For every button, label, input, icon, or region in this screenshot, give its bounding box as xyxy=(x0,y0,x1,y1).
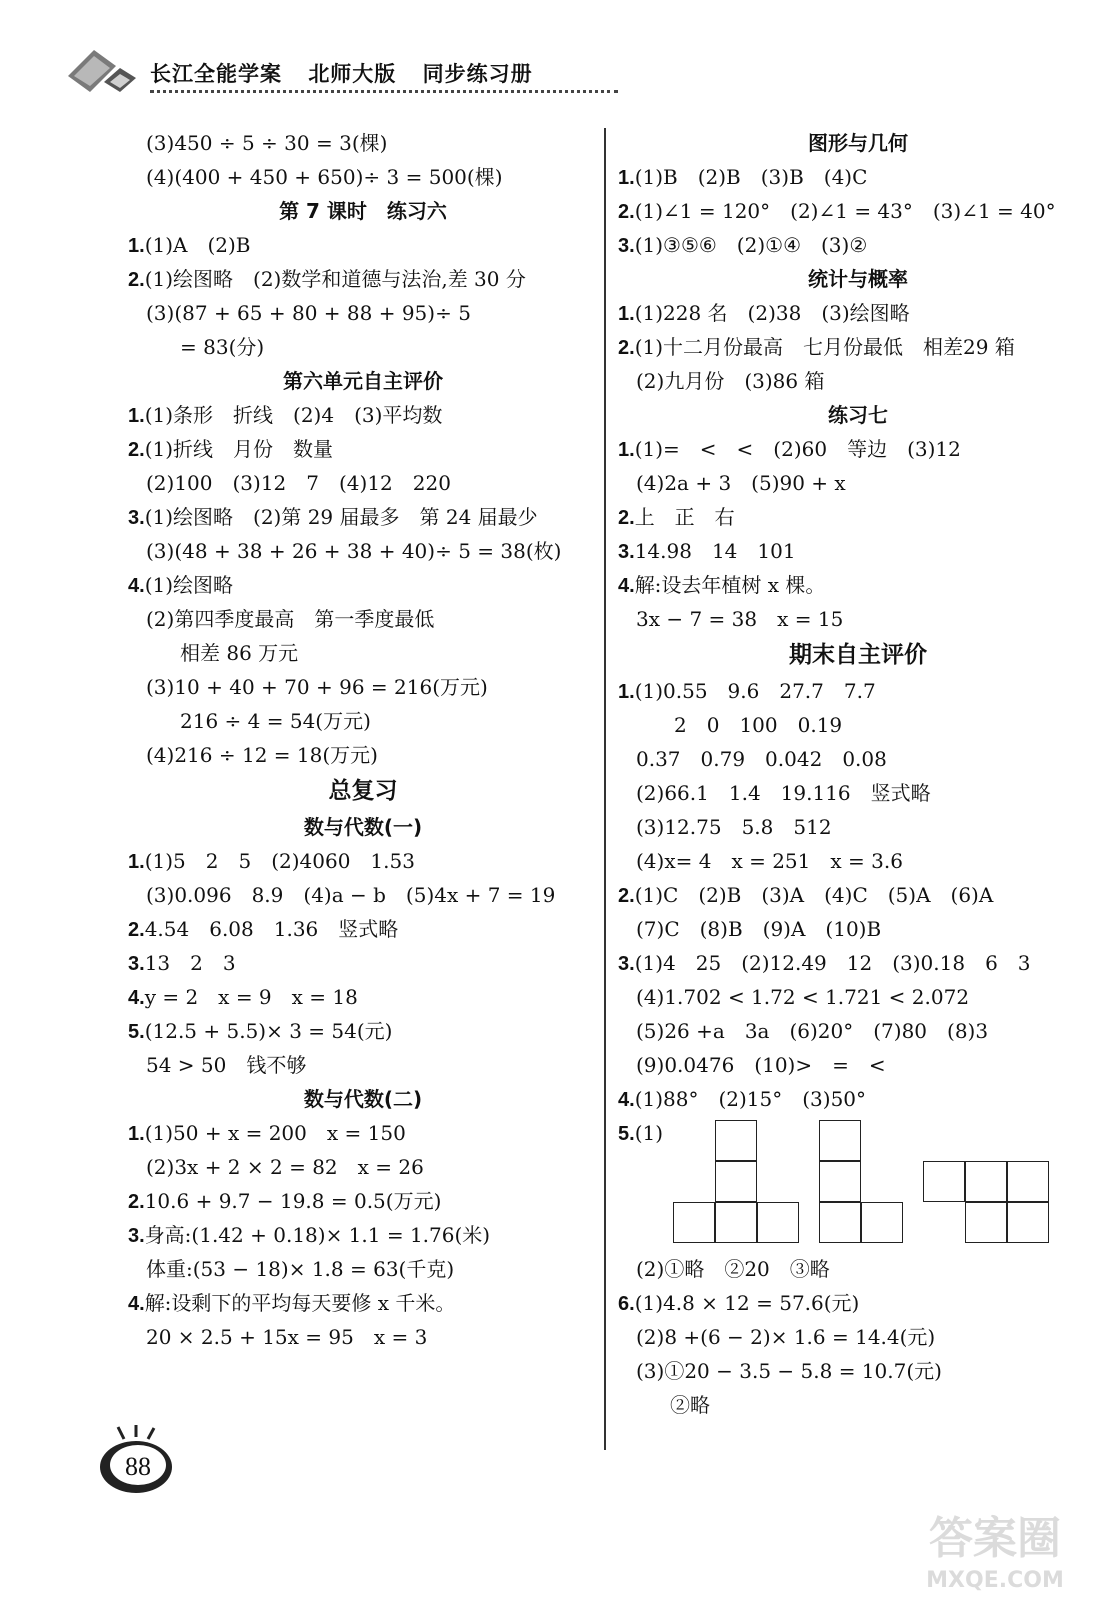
question-number: 2. xyxy=(618,885,635,907)
answer-text: (2)100 (3)12 7 (4)12 220 xyxy=(146,471,451,495)
answer-text: (9)0.0476 (10)> = < xyxy=(636,1053,886,1077)
answer-line xyxy=(128,1048,598,1082)
answer-text: (2)3x + 2 × 2 = 82 x = 26 xyxy=(146,1155,424,1179)
answer-text: (2)第四季度最高 第一季度最低 xyxy=(146,607,435,631)
answer-text: 总复习 xyxy=(328,778,398,804)
question-number: 4. xyxy=(618,575,635,597)
answer-text: (4)2a + 3 (5)90 + x xyxy=(636,471,846,495)
page-number: 88 xyxy=(125,1452,151,1481)
header-dotted-rule xyxy=(150,90,618,93)
question-number: 4. xyxy=(128,575,145,597)
answer-item xyxy=(128,398,598,432)
question-number: 3. xyxy=(618,953,635,975)
header-title-part: 长江全能学案 xyxy=(150,61,282,86)
question-number: 2. xyxy=(128,439,145,461)
answer-text: 54 > 50 钱不够 xyxy=(146,1053,307,1077)
net3-square xyxy=(923,1161,965,1202)
answer-text: 10.6 + 9.7 − 19.8 = 0.5(万元) xyxy=(144,1189,442,1213)
answer-line xyxy=(128,466,598,500)
answer-line xyxy=(618,776,1098,810)
answer-text: (2)66.1 1.4 19.116 竖式略 xyxy=(636,781,931,805)
answer-item xyxy=(618,674,1098,708)
net3-square xyxy=(965,1161,1007,1202)
answer-text: = 83(分) xyxy=(180,335,265,359)
answer-text: (1)4.8 × 12 = 57.6(元) xyxy=(634,1291,860,1315)
question-number: 1. xyxy=(128,235,145,257)
answer-line xyxy=(128,126,598,160)
answer-text: (1)条形 折线 (2)4 (3)平均数 xyxy=(144,403,443,427)
section-heading xyxy=(128,810,598,844)
question-number: 4. xyxy=(128,987,145,1009)
answer-item xyxy=(618,194,1098,228)
answer-text: (3)10 + 40 + 70 + 96 = 216(万元) xyxy=(146,675,488,699)
answer-line xyxy=(618,1388,1098,1422)
answer-text: (2)九月份 (3)86 箱 xyxy=(636,369,825,393)
answer-line xyxy=(618,708,1098,742)
answer-item xyxy=(128,500,598,534)
net3-square xyxy=(965,1202,1007,1243)
answer-text: 解:设剩下的平均每天要修 x 千米。 xyxy=(144,1291,456,1315)
answer-line xyxy=(128,738,598,772)
answer-item xyxy=(618,296,1098,330)
question-number: 1. xyxy=(128,405,145,427)
watermark-text-bottom: MXQE.COM xyxy=(926,1568,1064,1593)
header-title xyxy=(150,58,551,88)
question-number: 5. xyxy=(128,1021,145,1043)
question-number: 1. xyxy=(128,851,145,873)
answer-text: (1)0.55 9.6 27.7 7.7 xyxy=(634,679,876,703)
answer-line xyxy=(128,534,598,568)
answer-item xyxy=(128,1184,598,1218)
question-number: 4. xyxy=(618,1089,635,1111)
net3-square xyxy=(1007,1202,1049,1243)
answer-item xyxy=(618,160,1098,194)
question-number: 2. xyxy=(128,919,145,941)
answer-text: 体重:(53 − 18)× 1.8 = 63(千克) xyxy=(146,1257,455,1281)
net1-square xyxy=(715,1120,757,1161)
answer-text: 3x − 7 = 38 x = 15 xyxy=(636,607,844,631)
answer-text: ②略 xyxy=(670,1393,710,1417)
net2-square xyxy=(819,1120,861,1161)
column-divider xyxy=(604,128,606,1450)
answer-text: (4)(400 + 450 + 650)÷ 3 = 500(棵) xyxy=(146,165,503,189)
answer-item xyxy=(618,228,1098,262)
answer-text: 20 × 2.5 + 15x = 95 x = 3 xyxy=(146,1325,428,1349)
net2-square xyxy=(861,1202,903,1243)
answer-line xyxy=(128,330,598,364)
answer-text: 练习七 xyxy=(828,403,888,427)
answer-text: (7)C (8)B (9)A (10)B xyxy=(636,917,882,941)
answer-line xyxy=(128,602,598,636)
answer-text: 统计与概率 xyxy=(808,267,908,291)
answer-text: 身高:(1.42 + 0.18)× 1.1 = 1.76(米) xyxy=(144,1223,491,1247)
answer-item xyxy=(128,262,598,296)
question-number: 6. xyxy=(618,1293,635,1315)
answer-text: (1)∠1 = 120° (2)∠1 = 43° (3)∠1 = 40° xyxy=(634,199,1056,223)
answer-text: 图形与几何 xyxy=(808,131,908,155)
answer-line xyxy=(618,844,1098,878)
answer-line xyxy=(128,1320,598,1354)
answer-text: (3)①20 − 3.5 − 5.8 = 10.7(元) xyxy=(636,1359,942,1383)
question-number: 2. xyxy=(618,201,635,223)
answer-item xyxy=(618,534,1098,568)
answer-text: (4)x= 4 x = 251 x = 3.6 xyxy=(636,849,903,873)
answer-text: (2)8 +(6 − 2)× 1.6 = 14.4(元) xyxy=(636,1325,936,1349)
answer-text: 13 2 3 xyxy=(144,951,236,975)
answer-text: (4)216 ÷ 12 = 18(万元) xyxy=(146,743,378,767)
net2-square xyxy=(819,1161,861,1202)
answer-text: 数与代数(一) xyxy=(303,815,423,839)
answer-item xyxy=(618,1082,1098,1116)
net1-square xyxy=(715,1202,757,1243)
answer-text: (1)C (2)B (3)A (4)C (5)A (6)A xyxy=(634,883,994,907)
answer-item xyxy=(128,946,598,980)
book-logo-icon xyxy=(64,46,144,94)
question-number: 5. xyxy=(618,1123,635,1145)
question-number: 3. xyxy=(618,541,635,563)
net1-square xyxy=(757,1202,799,1243)
answer-text: 数与代数(二) xyxy=(303,1087,423,1111)
section-heading xyxy=(128,364,598,398)
net2-square xyxy=(819,1202,861,1243)
answer-text: 216 ÷ 4 = 54(万元) xyxy=(180,709,371,733)
answer-line xyxy=(128,1150,598,1184)
answer-item xyxy=(618,500,1098,534)
answer-text: (3)450 ÷ 5 ÷ 30 = 3(棵) xyxy=(146,131,388,155)
answer-item xyxy=(618,878,1098,912)
question-number: 2. xyxy=(128,1191,145,1213)
answer-text: (3)0.096 8.9 (4)a − b (5)4x + 7 = 19 xyxy=(146,883,556,907)
answer-text: 上 正 右 xyxy=(634,505,735,529)
header-title-part: 北师大版 xyxy=(308,61,397,86)
question-number: 2. xyxy=(618,507,635,529)
answer-line xyxy=(618,1014,1098,1048)
answer-item xyxy=(618,568,1098,602)
answer-text: 解:设去年植树 x 棵。 xyxy=(634,573,826,597)
answer-item xyxy=(128,1286,598,1320)
answer-text: (1)A (2)B xyxy=(144,233,251,257)
answer-text: 期末自主评价 xyxy=(789,642,927,668)
cube-net-figures xyxy=(618,1120,1098,1270)
question-number: 2. xyxy=(618,337,635,359)
answer-item xyxy=(128,568,598,602)
net1-square xyxy=(715,1161,757,1202)
page-header xyxy=(60,40,560,100)
answer-line xyxy=(618,1320,1098,1354)
answer-line xyxy=(128,296,598,330)
question-number: 3. xyxy=(128,953,145,975)
answer-line xyxy=(128,878,598,912)
answer-item xyxy=(128,912,598,946)
answer-text: 第 7 课时 练习六 xyxy=(279,199,447,223)
answer-item xyxy=(128,228,598,262)
answer-text: (3)(48 + 38 + 26 + 38 + 40)÷ 5 = 38(枚) xyxy=(146,539,562,563)
question-number: 3. xyxy=(618,235,635,257)
section-heading xyxy=(618,262,1098,296)
question-number: 3. xyxy=(128,507,145,529)
question-number: 1. xyxy=(618,439,635,461)
answer-text: (1)十二月份最高 七月份最低 相差29 箱 xyxy=(634,335,1015,359)
section-heading xyxy=(128,1082,598,1116)
section-heading xyxy=(618,398,1098,432)
answer-text: (1)绘图略 xyxy=(144,573,234,597)
answer-item xyxy=(128,1218,598,1252)
answer-text: (1)50 + x = 200 x = 150 xyxy=(144,1121,406,1145)
answer-line xyxy=(618,364,1098,398)
answer-line xyxy=(128,1252,598,1286)
question-number: 2. xyxy=(128,269,145,291)
answer-text: 2 0 100 0.19 xyxy=(674,713,843,737)
watermark-logo xyxy=(905,1505,1085,1595)
answer-text: (1)4 25 (2)12.49 12 (3)0.18 6 3 xyxy=(634,951,1031,975)
answer-text: (1) xyxy=(634,1121,664,1145)
net1-square xyxy=(673,1202,715,1243)
answer-text: (1)= < < (2)60 等边 (3)12 xyxy=(634,437,961,461)
answer-text: (1)88° (2)15° (3)50° xyxy=(634,1087,867,1111)
net3-square xyxy=(1007,1161,1049,1202)
answer-text: (1)B (2)B (3)B (4)C xyxy=(634,165,868,189)
chapter-heading xyxy=(128,772,598,810)
answer-text: 第六单元自主评价 xyxy=(283,369,443,393)
answer-item xyxy=(618,330,1098,364)
answer-line xyxy=(128,160,598,194)
answer-text: (5)26 +a 3a (6)20° (7)80 (8)3 xyxy=(636,1019,989,1043)
answer-line xyxy=(618,1354,1098,1388)
answer-text: (1)228 名 (2)38 (3)绘图略 xyxy=(634,301,910,325)
answer-text: (1)绘图略 (2)第 29 届最多 第 24 届最少 xyxy=(144,505,538,529)
chapter-heading xyxy=(618,636,1098,674)
answer-item xyxy=(618,432,1098,466)
answer-line xyxy=(618,1048,1098,1082)
watermark-text-top: 答案圈 xyxy=(929,1513,1061,1564)
answer-item xyxy=(128,432,598,466)
answer-item xyxy=(128,844,598,878)
answer-line xyxy=(128,670,598,704)
answer-text: 0.37 0.79 0.042 0.08 xyxy=(636,747,887,771)
header-title-part: 同步练习册 xyxy=(422,61,533,86)
answer-text: 14.98 14 101 xyxy=(634,539,796,563)
answer-item xyxy=(128,980,598,1014)
answer-line xyxy=(618,810,1098,844)
answer-item xyxy=(618,1286,1098,1320)
page-number-badge xyxy=(96,1425,176,1495)
answer-line xyxy=(128,636,598,670)
question-number: 1. xyxy=(618,167,635,189)
answer-text: (1)绘图略 (2)数学和道德与法治,差 30 分 xyxy=(144,267,526,291)
answer-item xyxy=(128,1116,598,1150)
answer-item xyxy=(128,1014,598,1048)
answer-text: (2)①略 ②20 ③略 xyxy=(636,1257,830,1281)
answer-line xyxy=(618,466,1098,500)
answer-text: (1)5 2 5 (2)4060 1.53 xyxy=(144,849,415,873)
answer-text: 相差 86 万元 xyxy=(180,641,299,665)
answer-text: (3)(87 + 65 + 80 + 88 + 95)÷ 5 xyxy=(146,301,471,325)
answer-line xyxy=(618,602,1098,636)
question-number: 1. xyxy=(128,1123,145,1145)
answer-text: (12.5 + 5.5)× 3 = 54(元) xyxy=(144,1019,393,1043)
answer-line xyxy=(618,742,1098,776)
answer-line xyxy=(618,912,1098,946)
section-heading xyxy=(618,126,1098,160)
question-number: 4. xyxy=(128,1293,145,1315)
answer-text: (1)③⑤⑥ (2)①④ (3)② xyxy=(634,233,868,257)
answer-line xyxy=(618,980,1098,1014)
question-number: 3. xyxy=(128,1225,145,1247)
answer-item xyxy=(618,946,1098,980)
section-heading xyxy=(128,194,598,228)
question-number: 1. xyxy=(618,681,635,703)
answer-text: (4)1.702 < 1.72 < 1.721 < 2.072 xyxy=(636,985,970,1009)
left-answer-column xyxy=(128,126,598,1354)
question-number: 1. xyxy=(618,303,635,325)
answer-text: y = 2 x = 9 x = 18 xyxy=(144,985,358,1009)
answer-line xyxy=(128,704,598,738)
answer-text: (1)折线 月份 数量 xyxy=(144,437,334,461)
answer-text: 4.54 6.08 1.36 竖式略 xyxy=(144,917,399,941)
answer-text: (3)12.75 5.8 512 xyxy=(636,815,832,839)
